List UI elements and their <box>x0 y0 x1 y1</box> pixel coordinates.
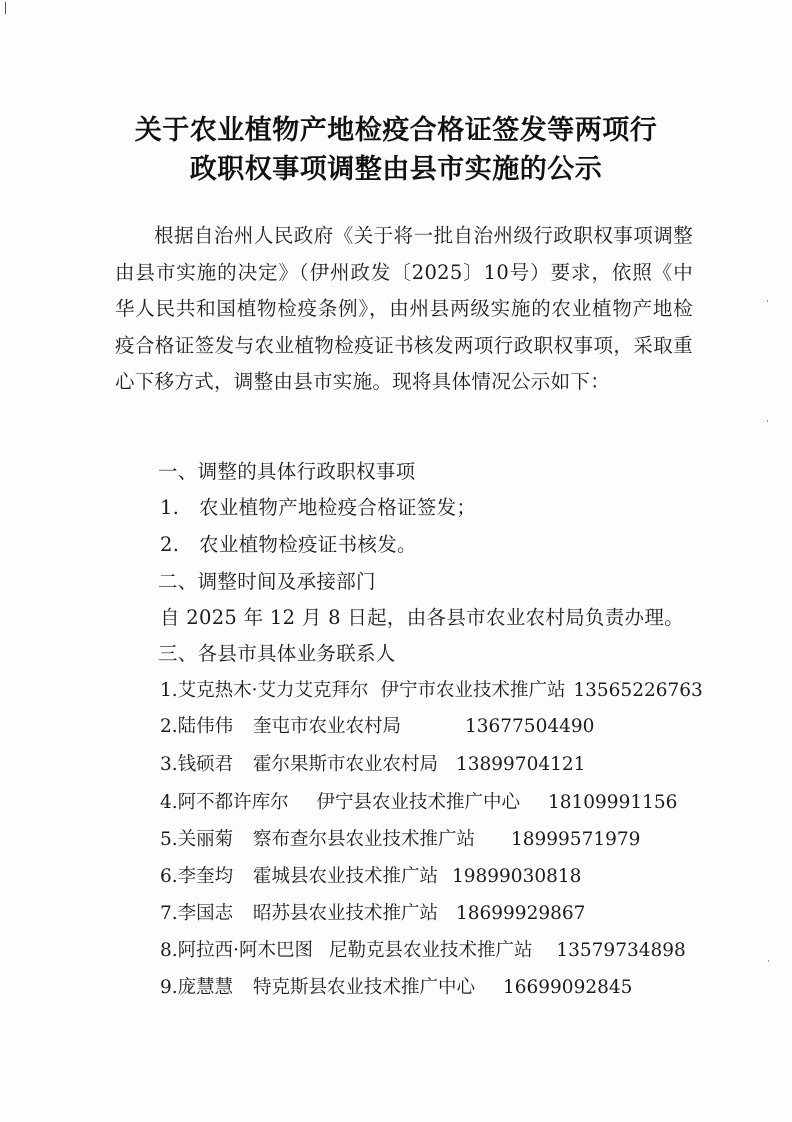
contact-unit: 察布查尔县农业技术推广站 <box>253 829 476 850</box>
contact-name: 7.李国志 <box>160 903 234 924</box>
contact-name: 9.庞慧慧 <box>160 977 234 998</box>
scan-speck <box>767 420 768 422</box>
contact-row <box>160 862 581 888</box>
contact-row <box>160 825 640 851</box>
contact-unit: 尼勒克县农业技术推广站 <box>328 940 533 961</box>
contact-row <box>160 788 677 814</box>
intro-paragraph: 根据自治州人民政府《关于将一批自治州级行政职权事项调整由县市实施的决定》（伊州政发〔2025〕10号）要求，依照《中华人民共和国植物检疫条例》，由州县两级实施的农业植物产地检疫合格证签发与农业植物检疫证书核发两项行政职权事项，采取重心下移方式，调整由县市实施。现将具体情况公示如下： <box>115 224 693 393</box>
contact-unit: 霍城县农业技术推广站 <box>253 866 439 887</box>
section-2-heading: 二、调整时间及承接部门 <box>158 570 376 593</box>
contact-unit: 伊宁市农业技术推广站 <box>380 680 566 701</box>
contact-phone: 18699929867 <box>455 903 586 924</box>
contact-unit: 特克斯县农业技术推广中心 <box>253 977 476 998</box>
contact-row <box>160 936 686 962</box>
contact-name: 6.李奎均 <box>160 866 234 887</box>
section-1-heading: 一、调整的具体行政职权事项 <box>158 460 416 483</box>
contact-row <box>160 712 594 738</box>
document-title-line-2: 政职权事项调整由县市实施的公示 <box>189 154 603 185</box>
contact-phone: 19899030818 <box>451 866 582 887</box>
contact-name: 2.陆伟伟 <box>160 716 234 737</box>
contact-unit: 伊宁县农业技术推广中心 <box>316 792 521 813</box>
contact-row <box>160 899 585 925</box>
section-3-heading: 三、各县市具体业务联系人 <box>158 642 396 665</box>
contact-phone: 13579734898 <box>556 940 686 961</box>
contact-phone: 16699092845 <box>502 977 633 998</box>
contact-unit: 奎屯市农业农村局 <box>253 716 402 737</box>
contact-unit: 霍尔果斯市农业农村局 <box>253 754 439 775</box>
contact-row <box>160 676 703 702</box>
section-1-item-2: 2. 农业植物检疫证书核发。 <box>160 533 417 556</box>
contact-phone: 13565226763 <box>573 680 703 701</box>
contact-phone: 18999571979 <box>510 829 641 850</box>
scan-speck <box>767 300 768 302</box>
section-2-text: 自 2025 年 12 月 8 日起，由各县市农业农村局负责办理。 <box>160 606 684 629</box>
contact-phone: 13677504490 <box>464 716 595 737</box>
contact-name: 8.阿拉西·阿木巴图 <box>160 940 314 961</box>
contact-name: 4.阿不都许库尔 <box>160 792 289 813</box>
section-1-item-1: 1. 农业植物产地检疫合格证签发； <box>160 496 477 519</box>
contact-name: 5.关丽菊 <box>160 829 234 850</box>
contact-phone: 13899704121 <box>455 754 586 775</box>
contact-row <box>160 973 632 999</box>
document-title-line-1: 关于农业植物产地检疫合格证签发等两项行 <box>134 115 658 146</box>
contact-name: 1.艾克热木·艾力艾克拜尔 <box>160 680 369 701</box>
scan-speck <box>768 960 769 962</box>
contact-name: 3.钱硕君 <box>160 754 234 775</box>
scan-mark <box>5 2 6 14</box>
contact-row <box>160 750 585 776</box>
contact-phone: 18109991156 <box>547 792 678 813</box>
contact-unit: 昭苏县农业技术推广站 <box>253 903 439 924</box>
